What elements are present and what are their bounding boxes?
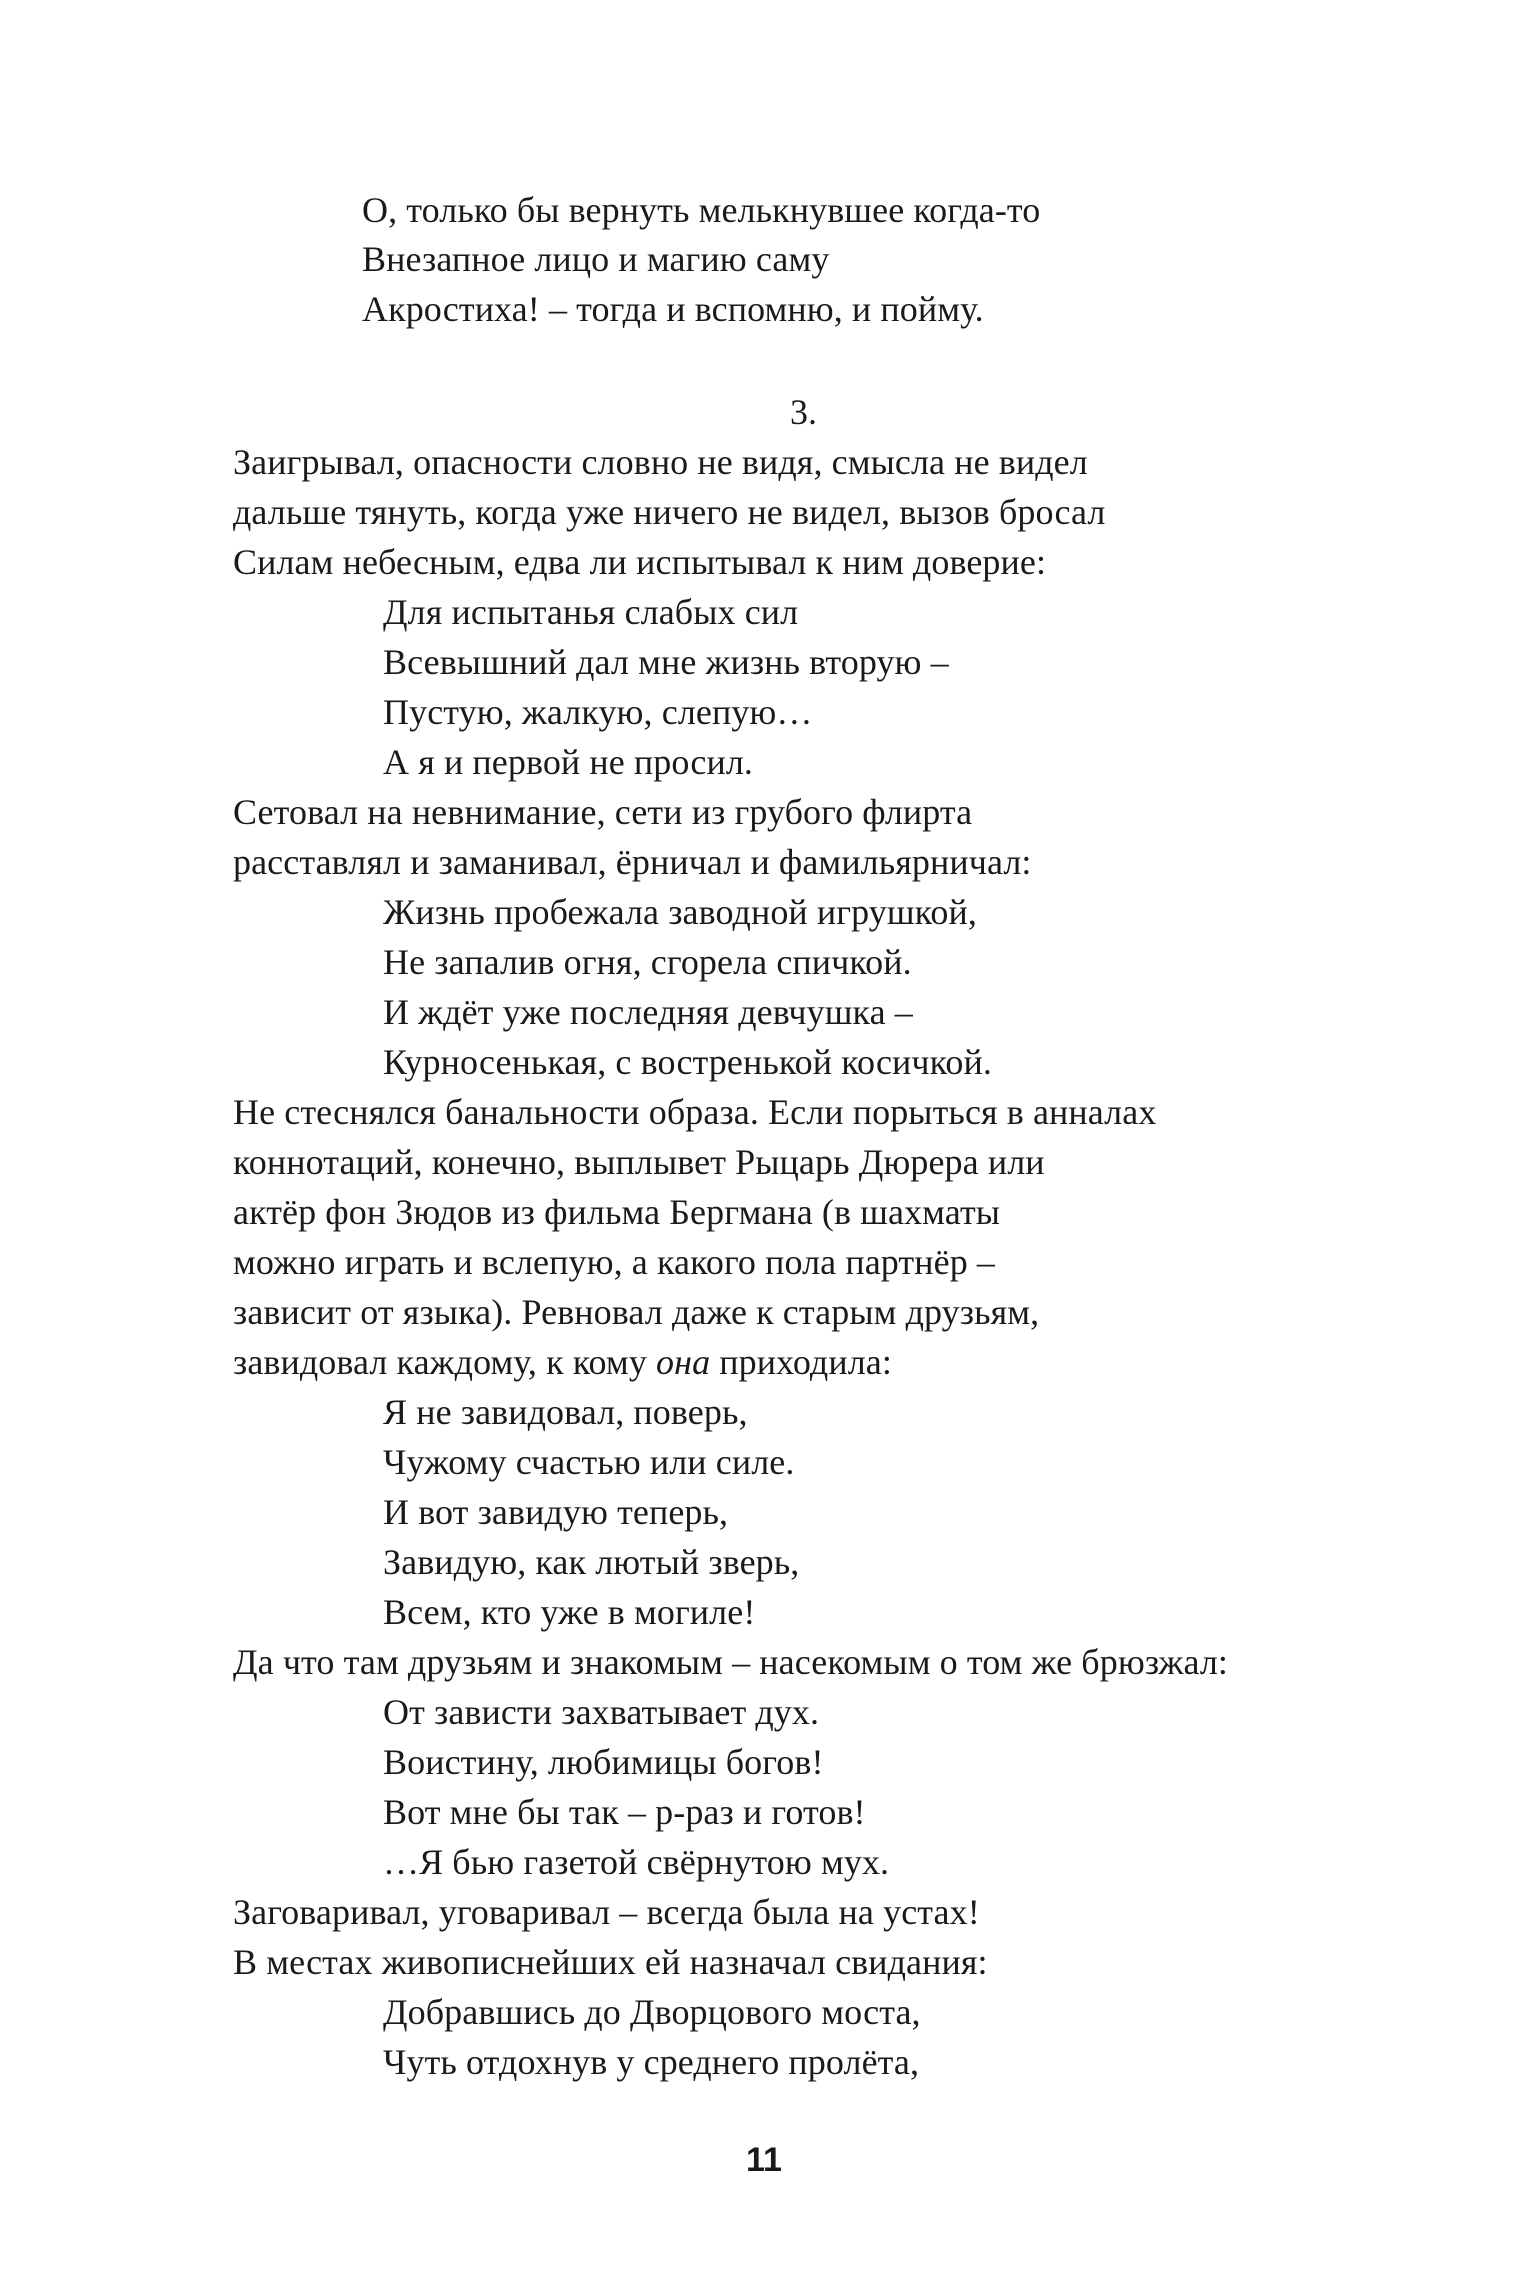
prose-line: можно играть и вслепую, а какого пола партнёр – bbox=[233, 1242, 996, 1282]
prose-line: дальше тянуть, когда уже ничего не видел, вызов бросал bbox=[233, 492, 1106, 532]
verse-line: И вот завидую теперь, bbox=[383, 1492, 729, 1532]
verse-line: Не запалив огня, сгорела спичкой. bbox=[383, 942, 912, 982]
opening-verse-line: О, только бы вернуть мелькнувшее когда-то bbox=[362, 190, 1041, 230]
verse-line: Добравшись до Дворцового моста, bbox=[383, 1992, 921, 2032]
prose-line: зависит от языка). Ревновал даже к старым друзьям, bbox=[233, 1292, 1040, 1332]
verse-line: Пустую, жалкую, слепую… bbox=[383, 692, 813, 732]
prose-text: приходила: bbox=[710, 1342, 892, 1382]
verse-line: Всевышний дал мне жизнь вторую – bbox=[383, 642, 949, 682]
prose-line: Силам небесным, едва ли испытывал к ним доверие: bbox=[233, 542, 1047, 582]
prose-text: завидовал каждому, к кому bbox=[233, 1342, 657, 1382]
verse-line: Я не завидовал, поверь, bbox=[383, 1392, 748, 1432]
verse-line: Для испытанья слабых сил bbox=[383, 592, 799, 632]
verse-line: Воистину, любимицы богов! bbox=[383, 1742, 824, 1782]
verse-line: Всем, кто уже в могиле! bbox=[383, 1592, 756, 1632]
verse-line: И ждёт уже последняя девчушка – bbox=[383, 992, 913, 1032]
prose-line: коннотаций, конечно, выплывет Рыцарь Дюрера или bbox=[233, 1142, 1045, 1182]
verse-line: Чуть отдохнув у среднего пролёта, bbox=[383, 2042, 920, 2082]
verse-line: Жизнь пробежала заводной игрушкой, bbox=[383, 892, 977, 932]
prose-line-with-emphasis bbox=[233, 1340, 892, 1384]
verse-line: От зависти захватывает дух. bbox=[383, 1692, 820, 1732]
prose-line: В местах живописнейших ей назначал свидания: bbox=[233, 1942, 988, 1982]
verse-line: А я и первой не просил. bbox=[383, 742, 753, 782]
verse-line: Чужому счастью или силе. bbox=[383, 1442, 795, 1482]
verse-line: …Я бью газетой свёрнутою мух. bbox=[383, 1842, 890, 1882]
page-number: 11 bbox=[746, 2141, 782, 2179]
opening-verse-line: Внезапное лицо и магию саму bbox=[362, 239, 830, 279]
prose-line: Заигрывал, опасности словно не видя, смысла не видел bbox=[233, 442, 1088, 482]
verse-line: Завидую, как лютый зверь, bbox=[383, 1542, 800, 1582]
section-number: 3. bbox=[790, 392, 817, 432]
prose-line: Не стеснялся банальности образа. Если порыться в анналах bbox=[233, 1092, 1157, 1132]
prose-line: актёр фон Зюдов из фильма Бергмана (в шахматы bbox=[233, 1192, 1001, 1232]
verse-line: Курносенькая, с востренькой косичкой. bbox=[383, 1042, 992, 1082]
verse-line: Вот мне бы так – р-раз и готов! bbox=[383, 1792, 866, 1832]
prose-line: Заговаривал, уговаривал – всегда была на устах! bbox=[233, 1892, 980, 1932]
prose-line: расставлял и заманивал, ёрничал и фамильярничал: bbox=[233, 842, 1032, 882]
prose-line: Сетовал на невнимание, сети из грубого флирта bbox=[233, 792, 973, 832]
opening-verse-line: Акростиха! – тогда и вспомню, и пойму. bbox=[362, 289, 984, 329]
prose-line: Да что там друзьям и знакомым – насекомым о том же брюзжал: bbox=[233, 1642, 1229, 1682]
emphasized-word: она bbox=[656, 1342, 711, 1382]
